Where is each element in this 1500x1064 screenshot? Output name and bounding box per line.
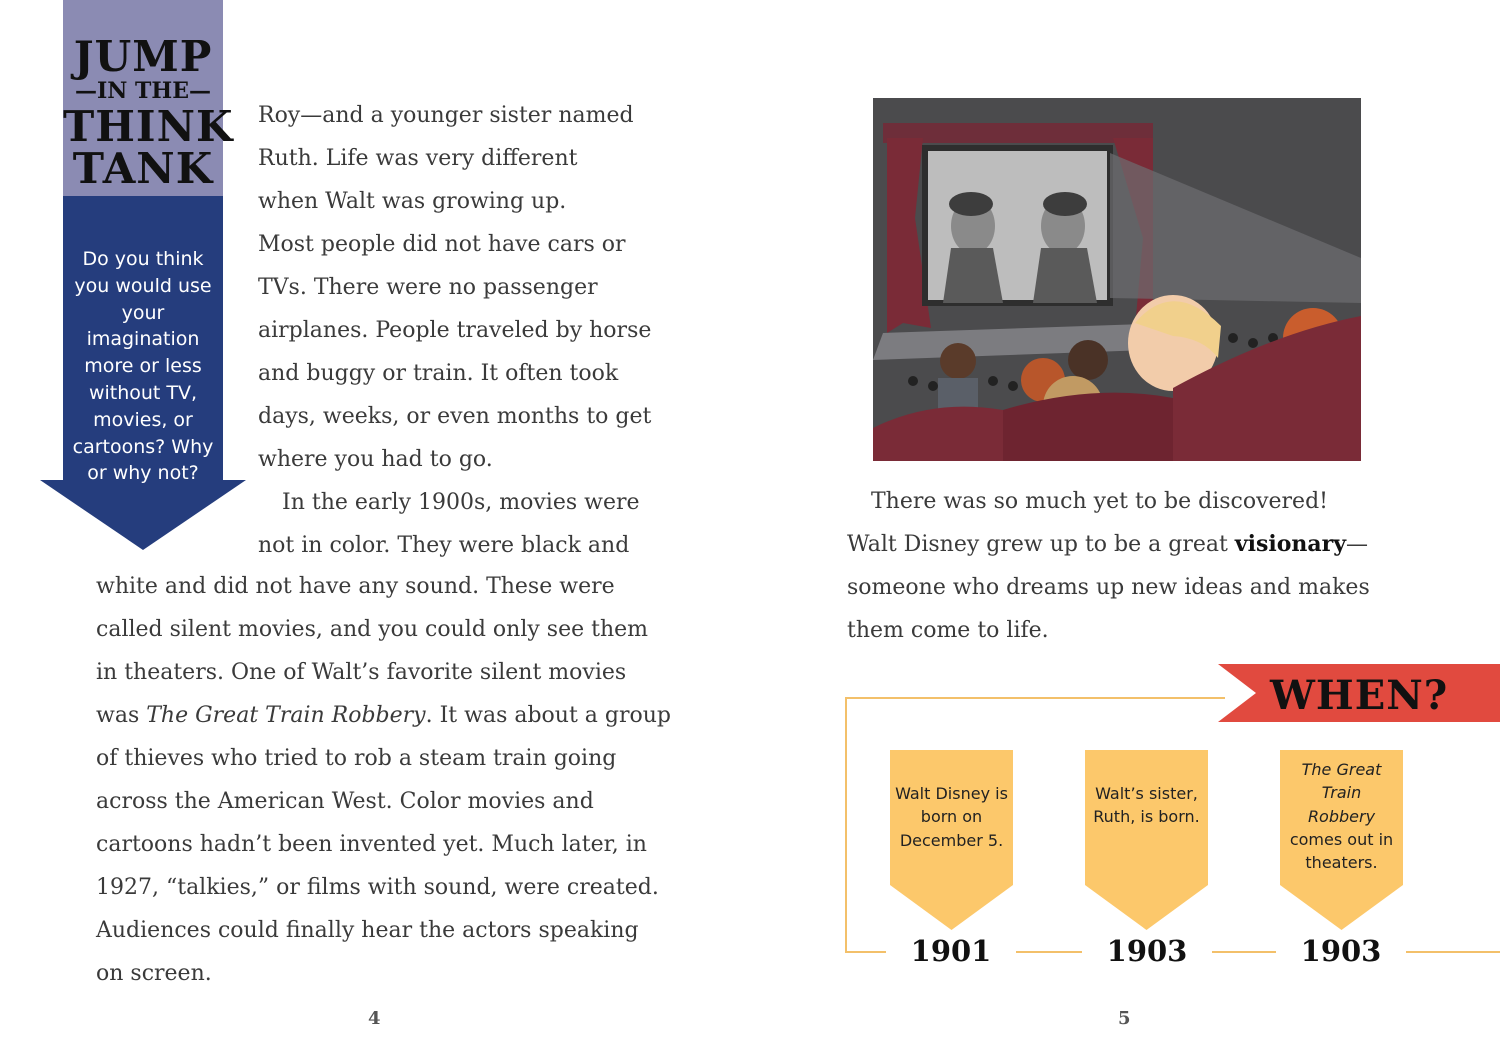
text-fragment: Walt Disney grew up to be a great xyxy=(847,532,1235,557)
timeline-year: 1901 xyxy=(886,934,1016,968)
timeline-event-text: comes out in theaters. xyxy=(1289,830,1394,873)
theater-scene-image xyxy=(873,98,1361,461)
text-line: cartoons hadn’t been invented yet. Much later, in xyxy=(96,832,647,857)
timeline-event-title xyxy=(1280,758,1403,828)
movie-title: The Great Train Robbery xyxy=(146,703,426,728)
timeline-top-line xyxy=(845,697,1225,699)
text-line: white and did not have any sound. These were xyxy=(96,574,615,599)
text-line: where you had to go. xyxy=(258,447,493,472)
text-line: airplanes. People traveled by horse xyxy=(258,318,652,343)
text-line: called silent movies, and you could only see them xyxy=(96,617,648,642)
text-line: them come to life. xyxy=(847,618,1049,643)
text-line: There was so much yet to be discovered! xyxy=(871,489,1329,514)
text-line: Ruth. Life was very different xyxy=(258,146,578,171)
text-line: someone who dreams up new ideas and makes xyxy=(847,575,1370,600)
text-line: 1927, “talkies,” or films with sound, were created. xyxy=(96,875,659,900)
think-tank-title-line1: JUMP xyxy=(73,32,213,81)
text-fragment: . It was about a group xyxy=(425,703,672,728)
text-line: across the American West. Color movies and xyxy=(96,789,594,814)
text-line xyxy=(847,523,1370,566)
timeline-year: 1903 xyxy=(1276,934,1406,968)
page-number-right: 5 xyxy=(1118,1008,1131,1029)
text-line: in theaters. One of Walt’s favorite silent movies xyxy=(96,660,627,685)
text-line: and buggy or train. It often took xyxy=(258,361,619,386)
text-line: of thieves who tried to rob a steam train going xyxy=(96,746,617,771)
text-line: TVs. There were no passenger xyxy=(258,275,598,300)
timeline-left-line xyxy=(845,697,847,953)
think-tank-title-line2: —IN THE— xyxy=(75,78,211,104)
text-fragment: — xyxy=(1346,532,1368,557)
text-line: In the early 1900s, movies were xyxy=(282,490,640,515)
arrow-down-icon xyxy=(40,480,246,550)
timeline-card xyxy=(1085,750,1208,930)
movie-theater-illustration xyxy=(873,98,1361,461)
think-tank-question: Do you think you would use your imagination more or less without TV, movies, or cartoons? Why or why not? xyxy=(72,248,214,485)
text-line: days, weeks, or even months to get xyxy=(258,404,652,429)
text-line: Most people did not have cars or xyxy=(258,232,626,257)
think-tank-title-line4: TANK xyxy=(72,144,214,193)
text-line xyxy=(96,694,671,737)
timeline-event-text: Walt Disney is born on December 5. xyxy=(895,784,1008,850)
movie-title: The Great Train Robbery xyxy=(1301,760,1382,826)
think-tank-title-line3: THINK xyxy=(63,102,234,151)
left-page-text-bottom xyxy=(96,565,671,995)
timeline-card xyxy=(1280,750,1403,930)
timeline-year: 1903 xyxy=(1082,934,1212,968)
think-tank-sidebar xyxy=(40,0,246,552)
text-line: not in color. They were black and xyxy=(258,533,630,558)
text-line: Audiences could finally hear the actors speaking xyxy=(96,918,639,943)
think-tank-title xyxy=(63,32,234,193)
text-line: on screen. xyxy=(96,961,212,986)
timeline-event-text: Walt’s sister, Ruth, is born. xyxy=(1093,784,1200,827)
card-shape xyxy=(1085,750,1208,930)
left-page-text-top xyxy=(258,94,651,567)
text-line: when Walt was growing up. xyxy=(258,189,567,214)
timeline-card xyxy=(890,750,1013,930)
timeline-heading: WHEN? xyxy=(1270,672,1449,719)
vocab-word: visionary xyxy=(1234,531,1346,557)
right-page-text xyxy=(847,480,1370,652)
text-fragment: was xyxy=(96,703,147,728)
page-number-left: 4 xyxy=(368,1008,381,1029)
text-line: Roy—and a younger sister named xyxy=(258,103,634,128)
